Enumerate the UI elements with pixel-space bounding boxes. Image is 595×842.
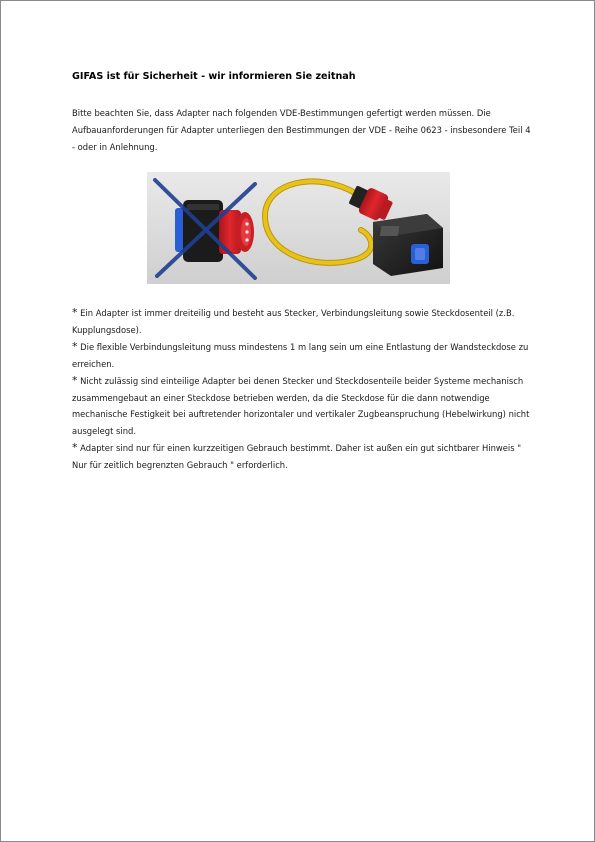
- bullet-marker: *: [72, 306, 78, 319]
- intro-paragraph: Bitte beachten Sie, dass Adapter nach folgenden VDE-Bestimmungen gefertigt werden müssen. Die Aufbauanforderungen für Adapter unterliegen den Bestimmungen der VDE - Reihe 0623 - insbesondere Teil 4 - oder in Anlehnung.: [72, 108, 531, 152]
- adapter-photo: [147, 172, 450, 284]
- bullet-marker: *: [72, 339, 78, 353]
- bullet-text: Die flexible Verbindungsleitung muss mindestens 1 m lang sein um eine Entlastung der Wandsteckdose zu erreichen.: [72, 341, 529, 369]
- list-item: [72, 440, 532, 474]
- bullet-text: Ein Adapter ist immer dreiteilig und besteht aus Stecker, Verbindungsleitung sowie Steckdosenteil (z.B. Kupplungsdose).: [72, 308, 515, 335]
- list-item: [72, 305, 532, 339]
- page-title: GIFAS ist für Sicherheit - wir informieren Sie zeitnah: [72, 71, 356, 82]
- bullet-marker: *: [72, 441, 78, 455]
- bullet-list: [72, 305, 532, 474]
- list-item: [72, 373, 532, 441]
- bullet-text: Adapter sind nur für einen kurzzeitigen Gebrauch bestimmt. Daher ist außen ein gut sichtbarer Hinweis " Nur für zeitlich begrenzten Gebrauch " erforderlich.: [72, 443, 522, 471]
- list-item: [72, 339, 532, 373]
- bullet-text: Nicht zulässig sind einteilige Adapter bei denen Stecker und Steckdosenteile beider Systeme mechanisch zusammengebaut an einer Steckdose betrieben werden, da die Steckdose für die dann notwendige mechanische Festigkeit bei auftretender horizontaler und vertikaler Zugbeanspruchung (Hebelwirkung) nicht ausgelegt sind.: [72, 375, 530, 437]
- bullet-marker: *: [72, 373, 78, 387]
